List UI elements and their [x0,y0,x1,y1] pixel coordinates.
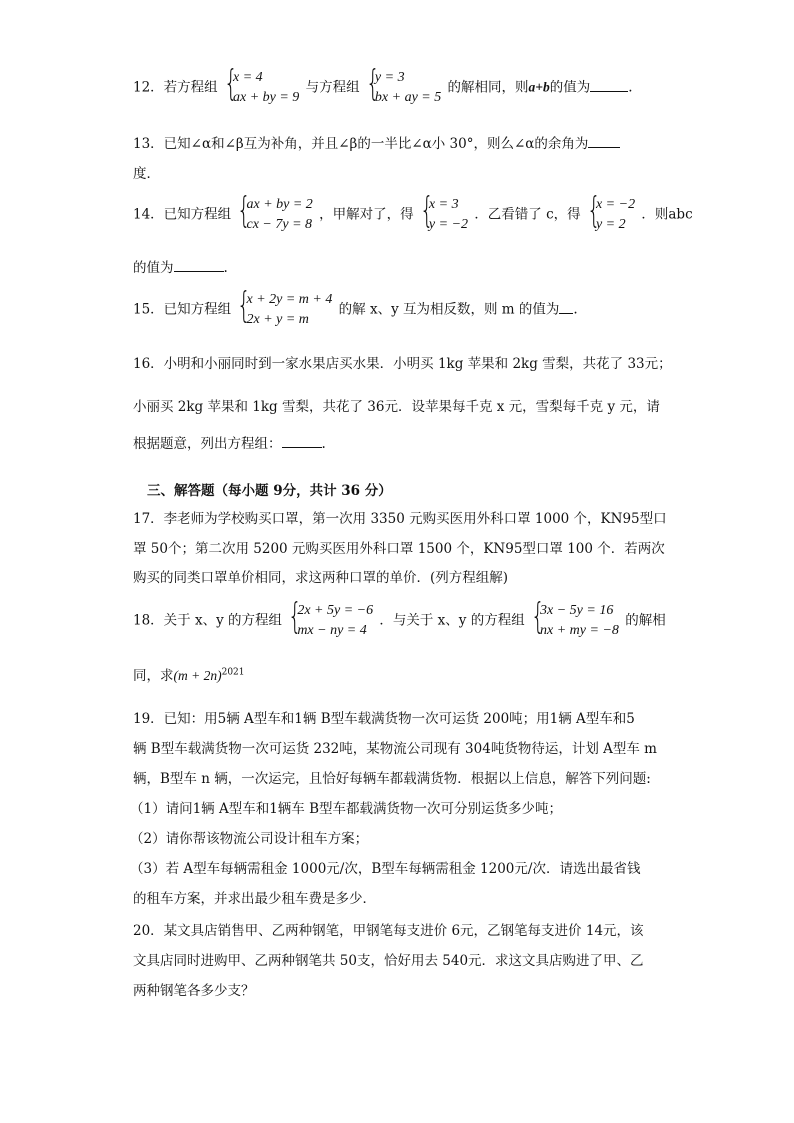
question-20-line-1: 20．某文具店销售甲、乙两种钢笔，甲钢笔每支进价 6元，乙钢笔每支进价 14元，该 [133,923,644,939]
equation: y = 3 [374,70,405,85]
q14-system-3: { x = −2 y = 2 [587,195,635,235]
q13-line-1: 13．已知∠α和∠β互为补角，并且∠β的一半比∠α小 30°，则么∠α的余角为 [133,136,589,152]
equation: 2x + y = m [246,312,309,327]
equation: y = 2 [595,217,626,232]
equation: bx + ay = 5 [374,90,442,105]
q15-system: { x + 2y = m + 4 2x + y = m [237,290,332,330]
q12-system-1: { x = 4 ax + by = 9 [224,68,299,108]
q15-prefix: 15．已知方程组 [133,301,232,318]
q15-tail: 的解 x、y 互为相反数，则 m 的值为 [338,301,560,318]
question-17-line-1: 17．李老师为学校购买口罩，第一次用 3350 元购买医用外科口罩 1000 个，KN95型口 [133,511,667,527]
question-14 [133,190,693,235]
question-20-line-2: 文具店同时进购甲、乙两种钢笔共 50支，恰好用去 540元．求这文具店购进了甲、乙 [133,953,644,969]
q18-system-1: { 2x + 5y = −6 mx − ny = 4 [288,601,373,641]
q14-system-1: { ax + by = 2 cx − 7y = 8 [237,195,312,235]
question-19-line-1: 19．已知：用5辆 A型车和1辆 B型车载满货物一次可运货 200吨；用1辆 A型车和5 [133,711,635,727]
equation: x = −2 [595,197,636,212]
q14-text-3: ．则abc [641,206,693,223]
equation: ax + by = 2 [246,197,313,212]
q14-text-1: ，甲解对了，得 [319,206,414,223]
question-13-line-2: 度． [133,166,160,182]
q14-system-2: { x = 3 y = −2 [420,195,468,235]
answer-blank[interactable] [282,435,322,448]
question-19-part-2: （2）请你帮该物流公司设计租车方案； [130,831,369,847]
q12-tail: 的解相同，则 [447,79,529,96]
equation: cx − 7y = 8 [246,217,313,232]
question-16-line-1: 16．小明和小丽同时到一家水果店买水果．小明买 1kg 苹果和 2kg 雪梨，共花了 33元； [133,356,672,372]
q18-tail: 的解相 [625,612,666,629]
q18-prefix: 18．关于 x、y 的方程组 [133,612,283,629]
question-13 [133,132,620,152]
q12-expr: a+b [528,79,550,95]
q14-text-2: ．乙看错了 c，得 [474,206,581,223]
equation: y = −2 [428,217,469,232]
equation: nx + my = −8 [540,623,619,638]
question-19-part-1: （1）请问1辆 A型车和1辆车 B型车都载满货物一次可分别运货多少吨； [130,801,563,817]
period: . [321,436,326,452]
question-14-line-2 [133,256,228,276]
q12-prefix: 12．若方程组 [133,79,218,96]
q18-line-2-text: 同，求 [133,668,174,684]
q12-system-2: { y = 3 bx + ay = 5 [366,68,441,108]
q14-line-2-text: 的值为 [133,260,174,276]
question-17-line-2: 罩 50个；第二次用 5200 元购买医用外科口罩 1500 个，KN95型口罩 100 个．若两次 [133,541,665,557]
question-20-line-3: 两种钢笔各多少支？ [133,983,255,999]
period: . [628,79,633,96]
q12-end: 的值为 [549,79,591,96]
equation: x = 4 [232,70,263,85]
answer-blank[interactable] [559,301,573,314]
question-19-line-2: 辆 B型车载满货物一次可运货 232吨，某物流公司现有 304吨货物待运，计划 A型车 m [133,741,657,757]
period: . [223,260,228,276]
section-heading: 三、解答题（每小题 9分，共计 36 分） [147,483,392,499]
equation: x + 2y = m + 4 [246,292,333,307]
q12-mid: 与方程组 [305,79,360,96]
equation: 3x − 5y = 16 [540,603,614,618]
question-19-line-3: 辆，B型车 n 辆，一次运完，且恰好每辆车都载满货物．根据以上信息，解答下列问题: [133,771,651,787]
question-19-part-3: （3）若 A型车每辆需租金 1000元/次，B型车每辆需租金 1200元/次．请选出最省钱 [130,861,641,877]
q14-prefix: 14．已知方程组 [133,206,232,223]
question-19-line-7: 的租车方案，并求出最少租车费是多少． [133,891,376,907]
q18-exponent: 2021 [221,667,245,678]
equation: 2x + 5y = −6 [297,603,374,618]
question-16-line-3 [133,432,326,452]
q18-expression: (m + 2n) [173,668,222,683]
q16-line-3-text: 根据题意，列出方程组： [133,436,282,452]
question-18 [133,596,666,641]
question-18-line-2 [133,664,245,684]
answer-blank[interactable] [590,79,628,92]
equation: mx − ny = 4 [297,623,367,638]
question-15 [133,285,578,330]
period: . [573,301,578,318]
equation: ax + by = 9 [232,90,300,105]
q18-system-2: { 3x − 5y = 16 nx + my = −8 [531,601,619,641]
question-17-line-3: 购买的同类口罩单价相同，求这两种口罩的单价．(列方程组解) [133,570,509,586]
equation: x = 3 [428,197,459,212]
q18-mid: ．与关于 x、y 的方程组 [379,612,525,629]
question-12 [133,63,633,108]
answer-blank[interactable] [588,135,620,148]
answer-blank[interactable] [174,259,224,272]
question-16-line-2: 小丽买 2kg 苹果和 1kg 雪梨，共花了 36元．设苹果每千克 x 元，雪梨每千克 y 元，请 [133,399,660,415]
